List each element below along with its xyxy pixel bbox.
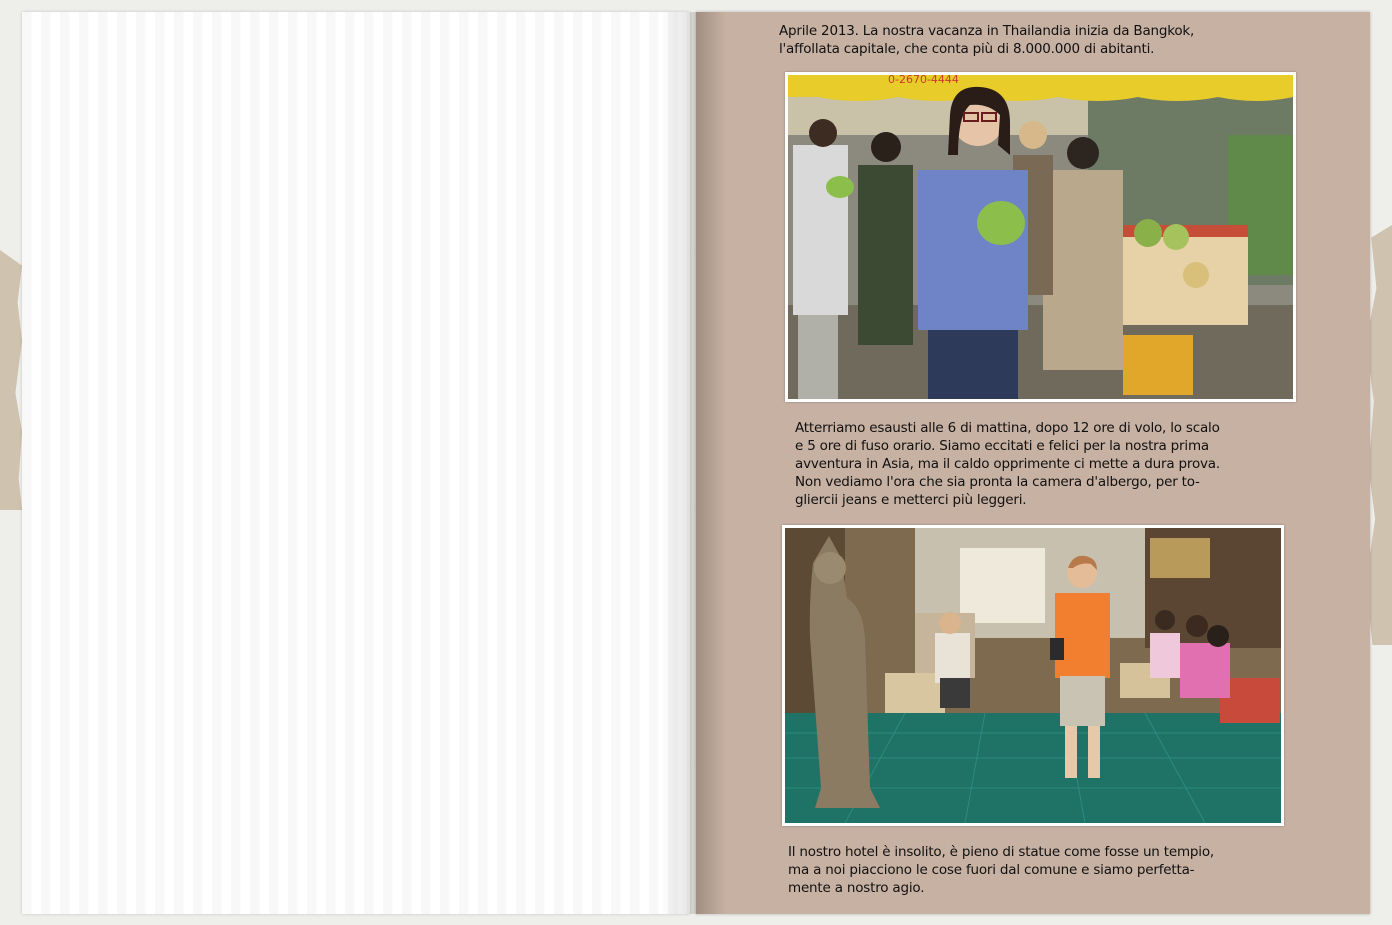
torn-paper-decoration-left bbox=[0, 250, 22, 510]
sign-phone-number: 0-2670-4444 bbox=[888, 75, 959, 86]
photo-street-coconut-vendor bbox=[785, 72, 1296, 402]
hotel-lobby-illustration bbox=[785, 528, 1281, 823]
right-page-gutter-shadow bbox=[696, 12, 726, 914]
caption-middle: Atterriamo esausti alle 6 di mattina, dopo 12 ore di volo, lo scalo e 5 ore di fuso orario. Siamo eccitati e felici per la nostra prima avventura in Asia, ma il caldo opprimente ci mette a dura prova. Non vediamo l'ora che sia pronta la camera d'albergo, per to- gliercii jeans e metterci più leggeri. bbox=[795, 420, 1220, 508]
caption-bottom: Il nostro hotel è insolito, è pieno di statue come fosse un tempio, ma a noi piacciono le cose fuori dal comune e siamo perfetta- mente a nostro agio. bbox=[788, 844, 1214, 896]
photo-hotel-lobby bbox=[782, 525, 1284, 826]
caption-top: Aprile 2013. La nostra vacanza in Thailandia inizia da Bangkok, l'affollata capitale, che conta più di 8.000.000 di abitanti. bbox=[779, 23, 1195, 57]
left-page-gutter-shadow bbox=[660, 12, 696, 914]
left-page-blank bbox=[22, 12, 690, 914]
street-scene-illustration bbox=[788, 75, 1293, 399]
